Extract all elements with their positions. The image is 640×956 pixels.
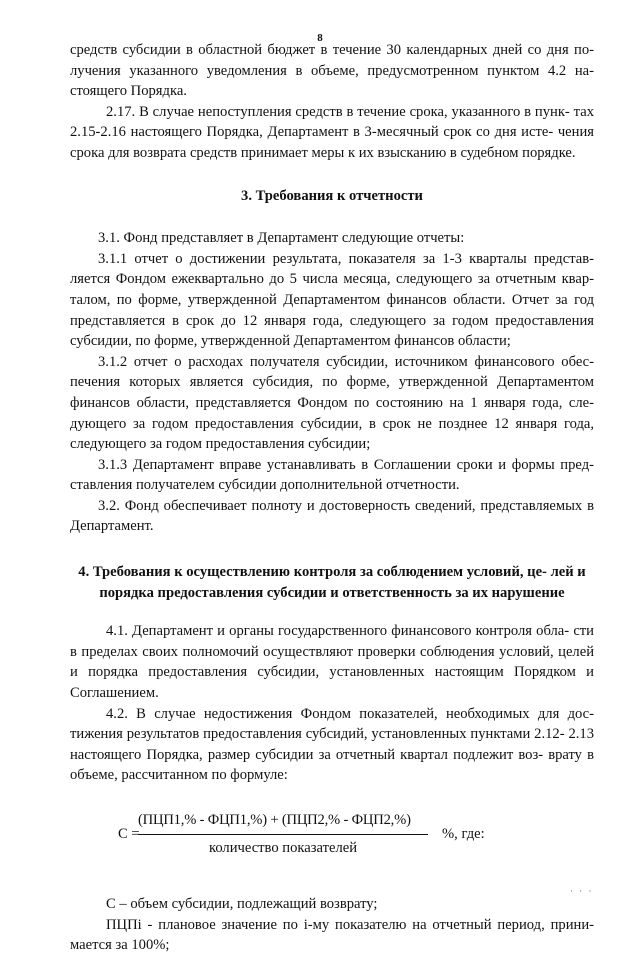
corner-mark: · · ·: [570, 886, 594, 896]
text-line: 3.1.2 отчет о расходах получателя субсидии, источником финансового обес-: [98, 353, 594, 370]
text-line: 2.13 настоящего Порядка, размер субсидии за отчетный квартал подлежит воз-: [70, 726, 594, 763]
text-line: следующего за годом предоставления субсидии;: [70, 436, 371, 453]
text-line: ставления получателем субсидии дополнительной отчетности.: [70, 477, 460, 494]
text-line: лучения указанного уведомления в объеме, предусмотренном пунктом 4.2 на-: [70, 62, 594, 79]
text-line: в Департамент.: [70, 497, 594, 535]
text-line: 4.1. Департамент и органы государственного финансового контроля обла-: [106, 623, 570, 640]
text-line: стоящего Порядка.: [70, 83, 187, 100]
paragraph-4-2: [70, 704, 594, 786]
text-line: дующего за годом предоставления субсидии, в срок не позднее 12 января года,: [70, 415, 594, 432]
text-line: чения срока для возврата средств принимает меры к их взысканию в судебном: [70, 124, 594, 161]
text-line: 2.17. В случае непоступления средств в течение срока, указанного в пунк-: [106, 103, 570, 120]
text-line: талом, по форме, утвержденной Департаментом финансов области. Отчет за год: [70, 291, 594, 308]
paragraph-4-1: [70, 621, 594, 703]
paragraph-3-1-2: [70, 352, 594, 455]
text-line: сти в пределах своих полномочий осуществляют проверки соблюдения условий,: [70, 623, 594, 660]
text-line: врату в объеме, рассчитанном по формуле:: [70, 746, 594, 784]
intro-paragraph: [70, 40, 594, 102]
text-line: целей и порядка предоставления субсидии, установленных настоящим Порядком: [70, 643, 594, 681]
heading-line: 4. Требования к осуществлению контроля за соблюдением условий, це-: [78, 564, 547, 581]
document-body: [70, 40, 594, 956]
text-line: 3.1.1 отчет о достижении результата, показателя за 1-3 кварталы представ-: [98, 250, 594, 267]
definition-c: С – объем субсидии, подлежащий возврату;: [106, 896, 378, 912]
text-line: представляется в срок до 12 января года, следующего за годом предоставления: [70, 312, 594, 329]
paragraph-3-1-3: [70, 455, 594, 496]
text-line: 4.2. В случае недостижения Фондом показателей, необходимых для дос-: [106, 705, 594, 722]
formula-numerator: (ПЦП1,% - ФЦП1,%) + (ПЦП2,% - ФЦП2,%): [138, 812, 411, 828]
text-line: тижения результатов предоставления субсидий, установленных пунктами 2.12-: [70, 726, 565, 743]
text-line: мается за 100%;: [70, 937, 170, 954]
text-line: 3.1.3 Департамент вправе устанавливать в Соглашении сроки и формы пред-: [98, 456, 594, 473]
text-line: и Соглашением.: [70, 664, 594, 702]
paragraph-3-1: 3.1. Фонд представляет в Департамент следующие отчеты:: [98, 230, 465, 247]
section-4-heading: [70, 562, 594, 603]
paragraph-3-1-1: [70, 249, 594, 352]
text-line: финансов области, представляется Фондом по состоянию на 1 января года, сле-: [70, 394, 594, 411]
page-number: 8: [317, 32, 323, 44]
heading-line: лей и порядка предоставления субсидии и ответственность за их нарушение: [99, 564, 586, 601]
text-line: порядке.: [522, 144, 576, 161]
text-line: тах 2.15-2.16 настоящего Порядка, Департамент в 3-месячный срок со дня исте-: [70, 103, 594, 141]
text-line: печения которых является субсидия, по форме, утвержденной Департаментом: [70, 374, 594, 391]
text-line: средств субсидии в областной бюджет в течение 30 календарных дней со дня по-: [70, 42, 594, 58]
text-line: ляется Фондом ежеквартально до 5 числа месяца, следующего за отчетным квар-: [70, 271, 594, 288]
fraction-bar: [138, 834, 428, 835]
formula-lhs: С =: [118, 826, 140, 842]
paragraph-3-2: [70, 496, 594, 537]
return-formula: [70, 806, 594, 870]
definition-pcp: [70, 915, 594, 956]
text-line: субсидии, по форме, утвержденной Департаментом финансов области;: [70, 333, 511, 350]
paragraph-2-17: [70, 102, 594, 164]
text-line: ПЦПi - плановое значение по i-му показателю на отчетный период, прини-: [106, 916, 594, 933]
section-3-heading: 3. Требования к отчетности: [241, 187, 423, 204]
formula-tail: %, где:: [442, 826, 485, 842]
text-line: 3.2. Фонд обеспечивает полноту и достоверность сведений, представляемых: [98, 497, 583, 514]
formula-denominator: количество показателей: [208, 840, 358, 856]
